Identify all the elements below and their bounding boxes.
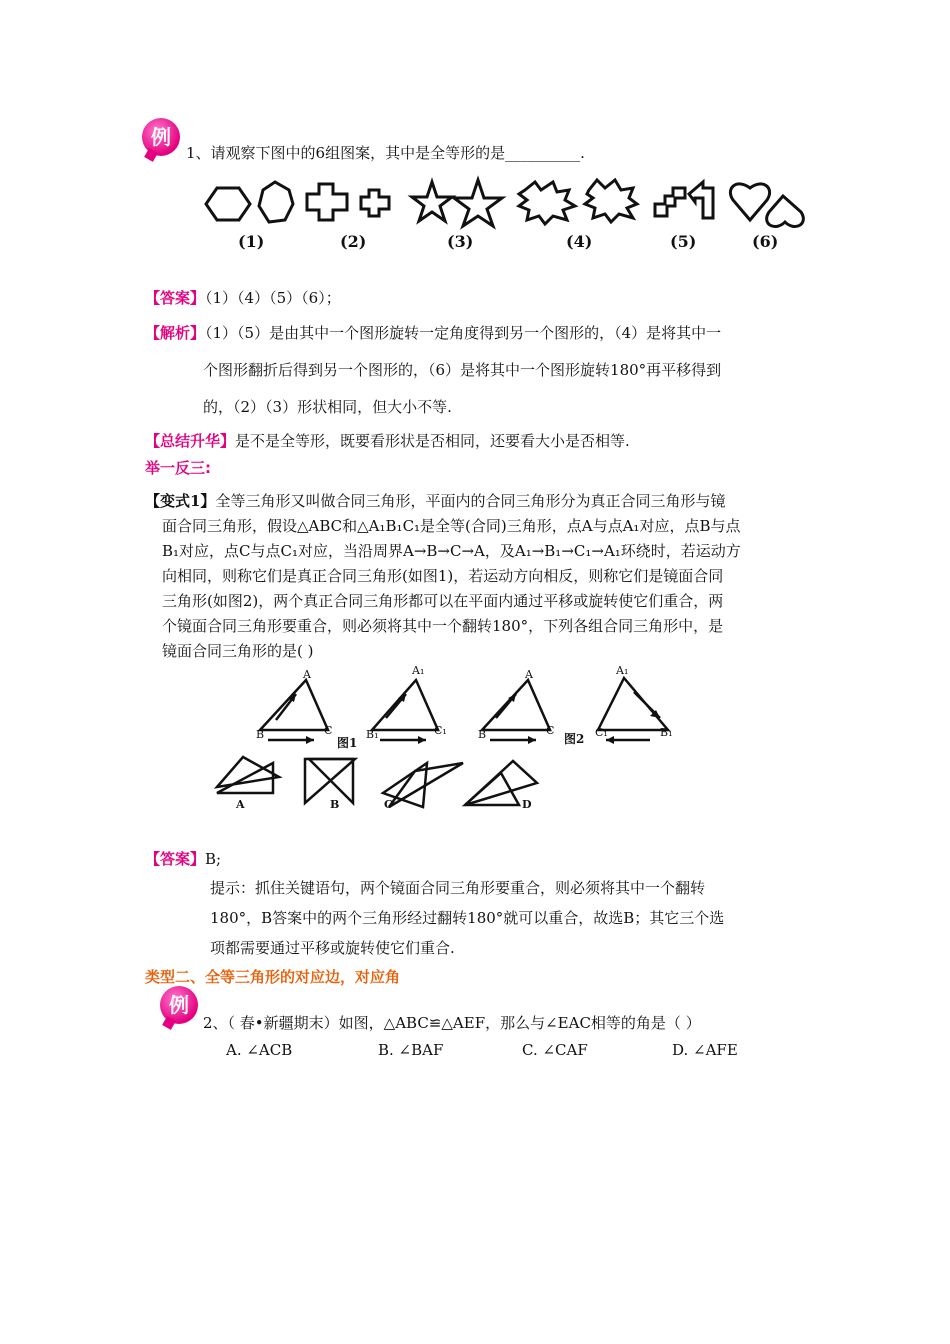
example-badge-icon-2: 例	[160, 986, 198, 1024]
variant-line-3: B₁对应，点C与点C₁对应，当沿周界A→B→C→A，及A₁→B₁→C₁→A₁环绕时，若运动方	[162, 542, 741, 560]
practice-heading: 举一反三:	[145, 459, 211, 477]
burst-shape-a	[519, 182, 575, 224]
fig2-caption: 图2	[564, 732, 585, 746]
option-a-tri-1	[217, 757, 279, 787]
option-d-tri-2	[465, 773, 519, 805]
option-c: C. ∠CAF	[522, 1041, 588, 1059]
summary-row	[145, 430, 630, 452]
burst-shape-b	[585, 180, 637, 222]
question-2: 2、（ 春•新疆期末）如图，△ABC≌△AEF，那么与∠EAC相等的角是（ ）	[203, 1014, 701, 1032]
vertex-label-a1-2: A₁	[616, 664, 629, 677]
analysis-line-3: 的，（2）（3）形状相同，但大小不等.	[203, 398, 452, 416]
triangle-abc-2	[482, 680, 550, 730]
vertex-label-c1-2: C₁	[595, 726, 608, 739]
answer-label: 【答案】	[145, 289, 206, 307]
vertex-label-c-2: C	[546, 724, 555, 737]
practice-answer-row	[145, 848, 221, 870]
option-figure-label-d: D	[522, 798, 532, 811]
question-1: 1、请观察下图中的6组图案，其中是全等形的是__________.	[186, 144, 585, 162]
figure-label-4: (4)	[566, 232, 593, 251]
vertex-label-b: B	[256, 728, 265, 741]
vertex-label-a: A	[303, 668, 311, 681]
heart-shape-a	[730, 184, 769, 220]
practice-answer-text: B;	[205, 850, 222, 868]
hint-line-1: 提示：抓住关键语句，两个镜面合同三角形要重合，则必须将其中一个翻转	[210, 879, 706, 897]
practice-answer-label: 【答案】	[145, 850, 206, 868]
star-shape-large	[454, 180, 502, 226]
cross-shape-small	[361, 190, 389, 216]
analysis-line-2: 个图形翻折后得到另一个图形的，（6）是将其中一个图形旋转180°再平移得到	[203, 361, 722, 379]
analysis-row	[145, 322, 721, 344]
example-badge-icon: 例	[142, 118, 180, 156]
triangle-a1b1c1-2	[598, 678, 668, 730]
hint-line-2: 180°，B答案中的两个三角形经过翻转180°就可以重合，故选B；其它三个选	[210, 909, 725, 927]
type2-heading: 类型二、全等三角形的对应边，对应角	[145, 968, 401, 986]
option-a: A. ∠ACB	[226, 1041, 293, 1059]
heart-shape-b	[767, 196, 804, 227]
vertex-label-c1: C₁	[434, 724, 447, 737]
variant-line-5: 三角形(如图2)，两个真正合同三角形都可以在平面内通过平移或旋转使它们重合，两	[162, 592, 724, 610]
variant-line-4: 向相同，则称它们是真正合同三角形(如图1)，若运动方向相反，则称它们是镜面合同	[162, 567, 724, 585]
figure-label-1: (1)	[238, 232, 265, 251]
vertex-label-b1: B₁	[366, 728, 379, 741]
variant-line-2: 面合同三角形，假设△ABC和△A₁B₁C₁是全等(合同)三角形，点A与点A₁对应，点B与点	[162, 517, 741, 535]
hexagon-shape-b	[259, 182, 293, 222]
answer-text: （1）（4）（5）（6）；	[205, 289, 341, 307]
vertex-label-a-2: A	[525, 668, 533, 681]
cross-shape-large	[307, 184, 347, 220]
hexagon-shape-a	[206, 188, 250, 220]
option-figure-label-a: A	[236, 798, 245, 811]
shapes-figure	[205, 176, 805, 246]
answer-row	[145, 287, 341, 309]
step-arrow-a	[655, 188, 685, 216]
option-figures	[213, 753, 543, 813]
triangle-abc-1	[260, 680, 328, 730]
variant-line-1	[145, 490, 725, 512]
option-d: D. ∠AFE	[672, 1041, 738, 1059]
summary-text: 是不是全等形，既要看形状是否相同，还要看大小是否相等.	[235, 432, 630, 450]
step-arrow-b	[689, 182, 713, 218]
star-shape-small	[412, 182, 452, 221]
summary-label: 【总结升华】	[145, 432, 236, 450]
option-figure-label-c: C	[384, 798, 393, 811]
vertex-label-c: C	[324, 724, 333, 737]
triangle-a1b1c1-1	[372, 680, 438, 730]
vertex-label-b1-2: B₁	[660, 726, 673, 739]
figure-label-3: (3)	[447, 232, 474, 251]
option-b: B. ∠BAF	[378, 1041, 444, 1059]
analysis-label: 【解析】	[145, 324, 206, 342]
vertex-label-a1: A₁	[412, 664, 425, 677]
figure-label-2: (2)	[340, 232, 367, 251]
variant-text-1: 全等三角形又叫做合同三角形，平面内的合同三角形分为真正合同三角形与镜	[215, 492, 726, 510]
analysis-line-1: （1）（5）是由其中一个图形旋转一定角度得到另一个图形的，（4）是将其中一	[205, 324, 722, 342]
variant-line-6: 个镜面合同三角形要重合，则必须将其中一个翻转180°，下列各组合同三角形中，是	[162, 617, 724, 635]
option-figure-label-b: B	[330, 798, 340, 811]
variant-line-7: 镜面合同三角形的是( )	[162, 642, 314, 660]
figure-label-5: (5)	[670, 232, 697, 251]
variant-label: 【变式1】	[145, 492, 216, 510]
option-c-tri-2	[389, 763, 463, 807]
hint-line-3: 项都需要通过平移或旋转使它们重合.	[210, 939, 455, 957]
vertex-label-b-2: B	[478, 728, 487, 741]
figure-label-6: (6)	[752, 232, 779, 251]
fig1-caption: 图1	[337, 736, 358, 750]
